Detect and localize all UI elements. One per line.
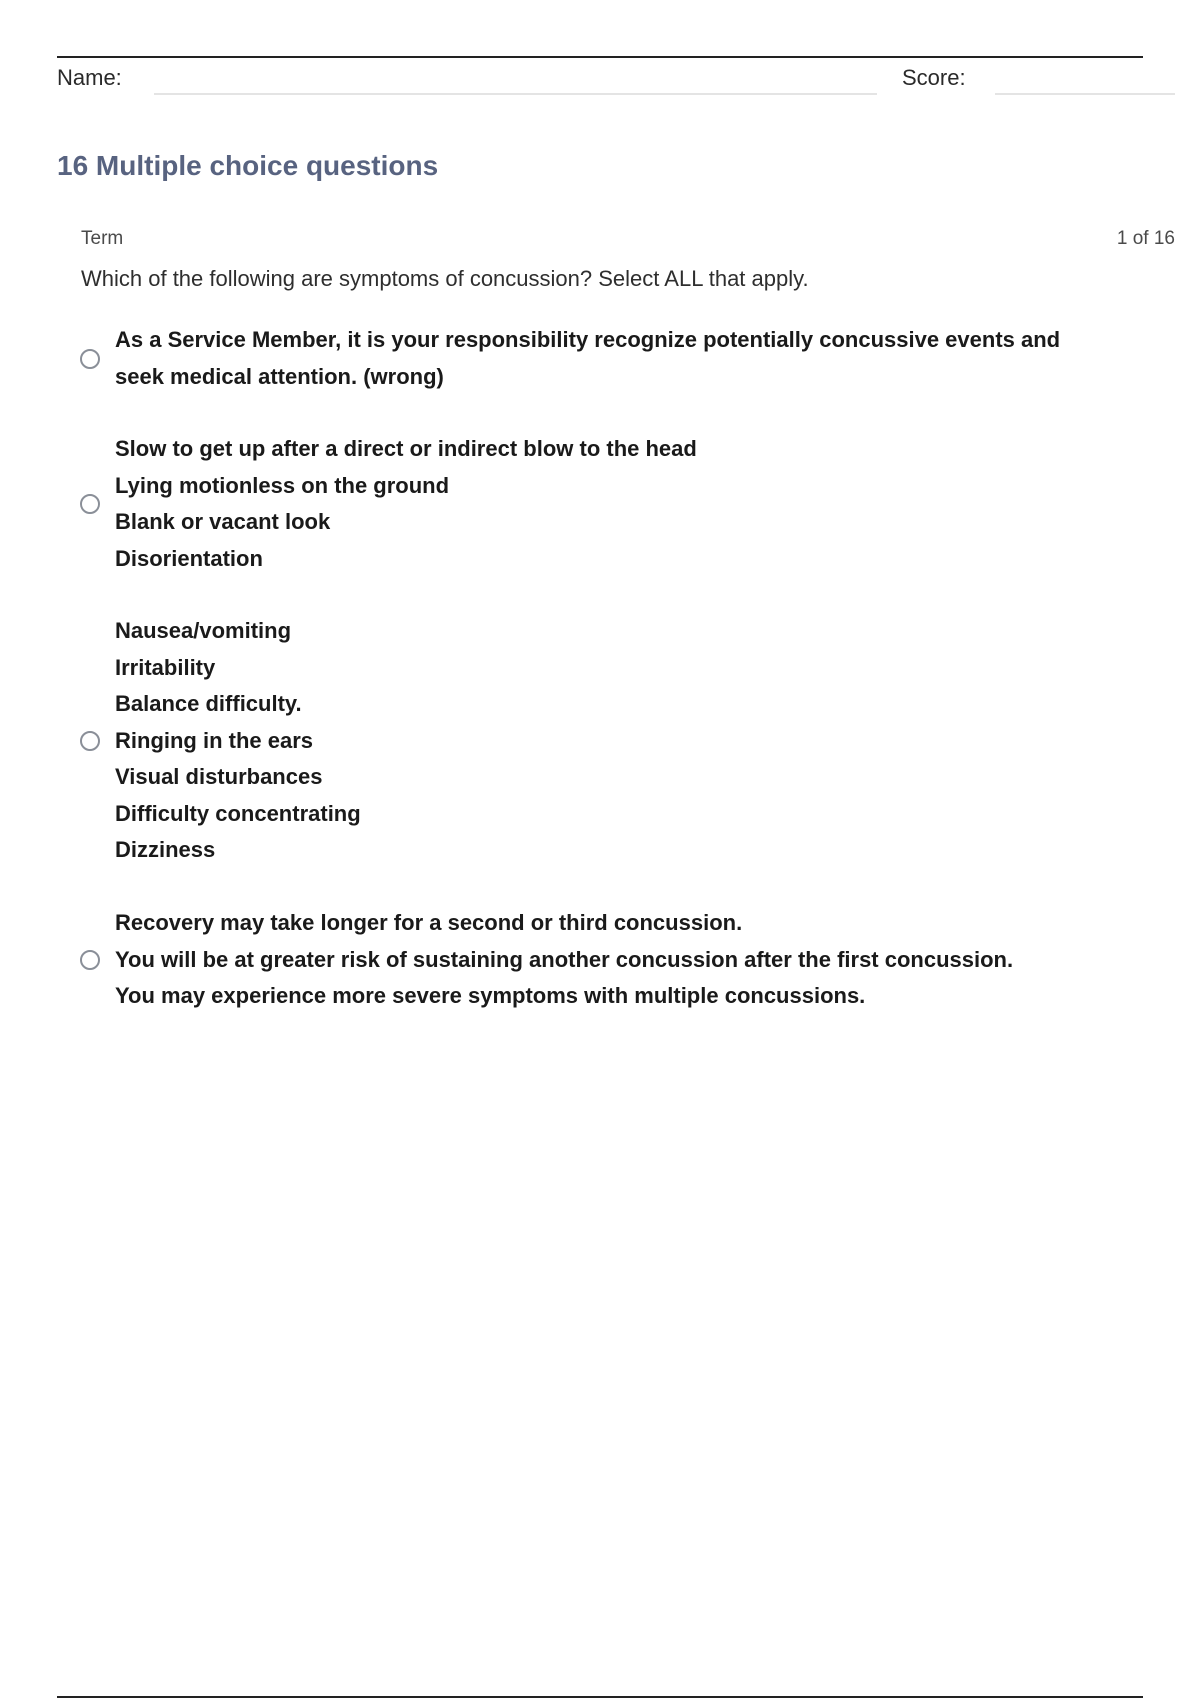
answer-line: Recovery may take longer for a second or third concussion.	[115, 910, 743, 935]
answer-line: Lying motionless on the ground	[115, 472, 450, 498]
radio-unselected-icon[interactable]	[80, 731, 100, 751]
answer-option-text	[115, 431, 697, 577]
answer-line: Ringing in the ears	[115, 727, 314, 753]
radio-unselected-icon[interactable]	[80, 950, 100, 970]
score-label: Score:	[902, 65, 966, 90]
name-label: Name:	[57, 65, 122, 90]
answer-option-text	[115, 613, 361, 869]
answer-line: seek medical attention. (wrong)	[115, 363, 444, 389]
answer-line: You will be at greater risk of sustaining another concussion after the first concussion.	[115, 946, 1014, 972]
answer-line: Visual disturbances	[115, 764, 323, 789]
score-field-line[interactable]	[995, 93, 1175, 95]
header-rule	[57, 56, 1143, 58]
answer-line: Balance difficulty.	[115, 691, 302, 716]
name-score-row	[57, 62, 1177, 102]
question-counter: 1 of 16	[1116, 228, 1175, 249]
answer-line: Difficulty concentrating	[115, 800, 361, 826]
answer-line: Irritability	[115, 654, 216, 680]
answer-option-text	[115, 905, 1013, 1015]
answer-option-2[interactable]	[80, 431, 1140, 577]
answer-line: Slow to get up after a direct or indirect blow to the head	[115, 436, 697, 461]
answer-line: You may experience more severe symptoms with multiple concussions.	[115, 983, 866, 1008]
answer-option-1[interactable]	[80, 322, 1140, 395]
answer-line: Nausea/vomiting	[115, 618, 292, 643]
answer-option-4[interactable]	[80, 905, 1140, 1015]
name-field-line[interactable]	[154, 93, 877, 95]
radio-unselected-icon[interactable]	[80, 494, 100, 514]
answer-option-text	[115, 322, 1060, 395]
answer-line: Disorientation	[115, 545, 263, 571]
radio-unselected-icon[interactable]	[80, 349, 100, 369]
answer-line: As a Service Member, it is your responsibility recognize potentially concussive events and	[115, 327, 1061, 352]
footer-rule	[57, 1696, 1143, 1698]
answer-option-3[interactable]	[80, 613, 1140, 869]
question-prompt: Which of the following are symptoms of concussion? Select ALL that apply.	[81, 266, 809, 291]
answer-line: Blank or vacant look	[115, 509, 331, 534]
section-title: 16 Multiple choice questions	[57, 150, 439, 181]
term-label: Term	[81, 228, 124, 249]
answer-line: Dizziness	[115, 837, 216, 862]
